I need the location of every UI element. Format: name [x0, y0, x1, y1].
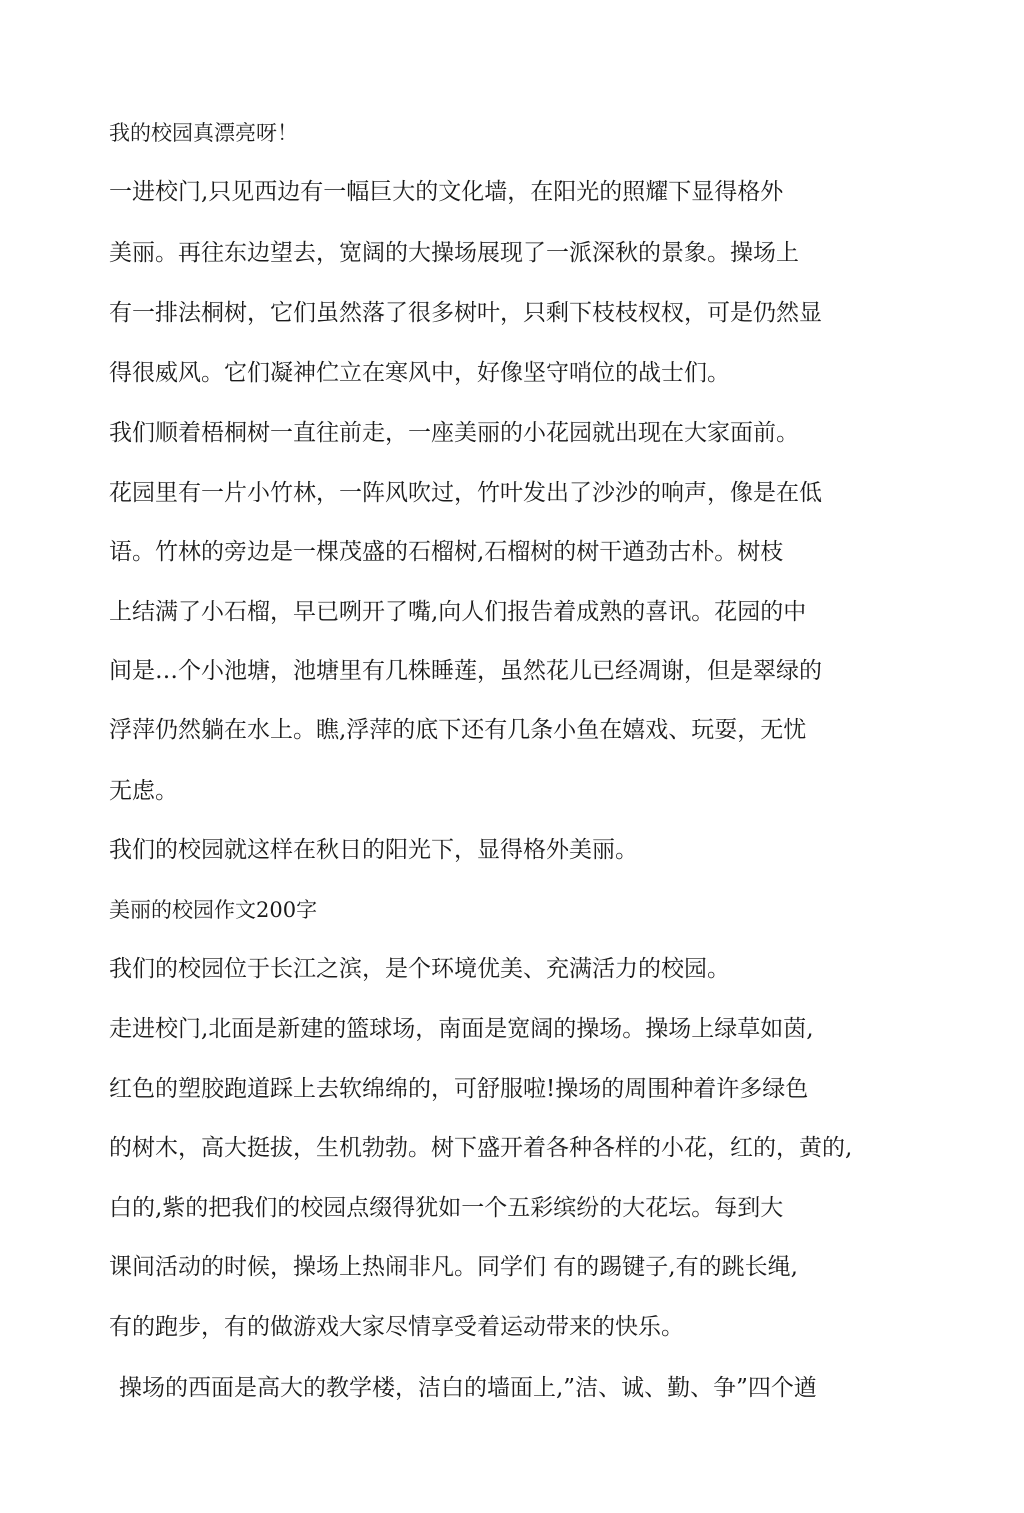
text-line: 花园里有一片小竹林，一阵风吹过，竹叶发出了沙沙的响声，像是在低: [109, 480, 822, 506]
text-line: 语。竹林的旁边是一棵茂盛的石榴树,石榴树的树干遒劲古朴。树枝: [109, 539, 784, 565]
text-line: 无虑。: [109, 778, 178, 804]
section-heading: 美丽的校园作文200字: [109, 898, 318, 922]
text-line: 我们顺着梧桐树一直往前走，一座美丽的小花园就出现在大家面前。: [109, 420, 799, 446]
text-line: 白的,紫的把我们的校园点缀得犹如一个五彩缤纷的大花坛。每到大: [109, 1195, 784, 1221]
text-line: 我们的校园就这样在秋日的阳光下，显得格外美丽。: [109, 837, 638, 863]
text-line: 红色的塑胶跑道踩上去软绵绵的，可舒服啦!操场的周围种着许多绿色: [109, 1076, 809, 1102]
text-line: 得很威风。它们凝神伫立在寒风中，好像坚守哨位的战士们。: [109, 360, 730, 386]
text-line: 课间活动的时候，操场上热闹非凡。同学们 有的踢键子,有的跳长绳,: [109, 1254, 798, 1280]
text-line: 浮萍仍然躺在水上。瞧,浮萍的底下还有几条小鱼在嬉戏、玩耍，无忧: [109, 717, 807, 743]
text-line: 有一排法桐树，它们虽然落了很多树叶，只剩下枝枝杈杈，可是仍然显: [109, 300, 822, 326]
text-line: 一进校门,只见西边有一幅巨大的文化墙，在阳光的照耀下显得格外: [109, 179, 784, 205]
essay-title: 我的校园真漂亮呀！: [109, 121, 298, 145]
text-line: 上结满了小石榴，早已咧开了嘴,向人们报告着成熟的喜讯。花园的中: [109, 599, 807, 625]
text-line: 走进校门,北面是新建的篮球场，南面是宽阔的操场。操场上绿草如茵,: [109, 1016, 814, 1042]
text-line: 操场的西面是高大的教学楼，洁白的墙面上,”洁、诚、勤、争”四个遒: [119, 1375, 817, 1401]
text-line: 间是…个小池塘，池塘里有几株睡莲，虽然花儿已经凋谢，但是翠绿的: [109, 658, 822, 684]
text-line: 我们的校园位于长江之滨，是个环境优美、充满活力的校园。: [109, 956, 730, 982]
text-line: 的树木，高大挺拔，生机勃勃。树下盛开着各种各样的小花，红的，黄的,: [109, 1135, 853, 1161]
text-line: 有的跑步，有的做游戏大家尽情享受着运动带来的快乐。: [109, 1314, 684, 1340]
text-line: 美丽。再往东边望去，宽阔的大操场展现了一派深秋的景象。操场上: [109, 240, 799, 266]
